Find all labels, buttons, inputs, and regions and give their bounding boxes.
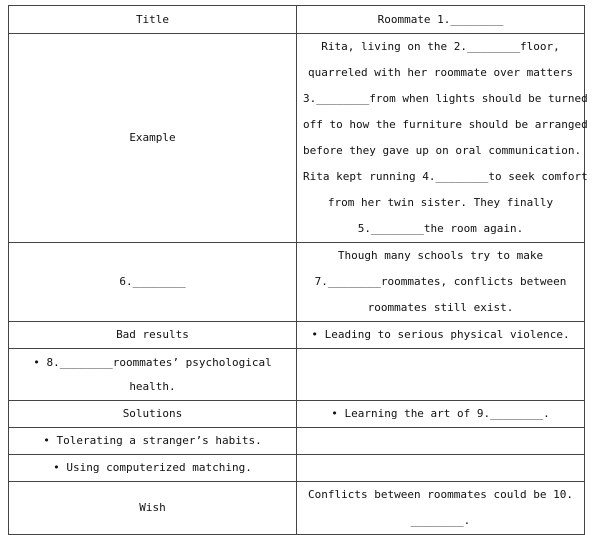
table-row-6 — [9, 243, 585, 322]
cell-wish-text — [297, 482, 585, 535]
cell-bad-results-item-2 — [9, 349, 297, 401]
cell-text: • Tolerating a stranger’s habits. — [43, 434, 262, 447]
table-row-title — [9, 6, 585, 34]
cell-solutions-item-2 — [9, 428, 297, 455]
table-row-bad-results — [9, 322, 585, 349]
cell-title-value — [297, 6, 585, 34]
cell-text-line: roommates still exist. — [367, 301, 514, 314]
cell-text-line: 7.________roommates, conflicts between — [314, 275, 567, 288]
cell-text: 6.________ — [119, 275, 186, 288]
cell-empty — [297, 455, 585, 482]
cell-solutions-label — [9, 401, 297, 428]
cell-text: • Using computerized matching. — [53, 461, 252, 474]
table-row-example — [9, 34, 585, 243]
cell-text: Title — [135, 12, 170, 26]
table-row-solutions-3 — [9, 455, 585, 482]
cell-wish-label — [9, 482, 297, 535]
cell-empty — [297, 428, 585, 455]
cell-text-line: Though many schools try to make — [337, 249, 544, 262]
cell-text: Solutions — [122, 407, 183, 420]
table-row-solutions-2 — [9, 428, 585, 455]
cell-text-line: before they gave up on oral communication. — [303, 144, 582, 157]
cell-title-label — [9, 6, 297, 34]
table-row-wish — [9, 482, 585, 535]
cell-example-label — [9, 34, 297, 243]
cell-text-line: Rita, living on the 2.________floor, — [321, 40, 560, 53]
cell-text-line: 5.________the room again. — [357, 222, 524, 235]
cell-text-line: • 8.________roommates’ psychological — [33, 355, 272, 369]
cell-solutions-item — [297, 401, 585, 428]
cell-bad-results-label — [9, 322, 297, 349]
cell-text: Roommate 1.________ — [377, 12, 504, 26]
cell-text-line: Conflicts between roommates could be 10. — [308, 488, 573, 501]
cell-blank-6 — [9, 243, 297, 322]
cell-text: • Learning the art of 9.________. — [331, 407, 550, 420]
cell-text-line: 3.________from when lights should be turned — [303, 92, 588, 105]
cell-text-line: ________. — [410, 514, 471, 527]
cell-example-text — [297, 34, 588, 243]
cell-text: • Leading to serious physical violence. — [311, 328, 570, 341]
cell-text: Wish — [139, 501, 166, 514]
cell-background-text — [297, 243, 585, 322]
table-row-bad-results-2 — [9, 349, 585, 401]
cell-text-line: quarreled with her roommate over matters — [308, 66, 573, 79]
cell-solutions-item-3 — [9, 455, 297, 482]
cell-text-line: health. — [129, 379, 176, 393]
cell-text-line: Rita kept running 4.________to seek comfort — [303, 170, 588, 183]
cell-text-line: off to how the furniture should be arranged — [303, 118, 588, 131]
cell-bad-results-item — [297, 322, 585, 349]
cell-text-line: from her twin sister. They finally — [327, 196, 554, 209]
cell-empty — [297, 349, 585, 401]
cell-text: Bad results — [116, 328, 189, 341]
summary-table — [8, 5, 588, 535]
table-row-solutions — [9, 401, 585, 428]
cell-text: Example — [129, 131, 176, 144]
